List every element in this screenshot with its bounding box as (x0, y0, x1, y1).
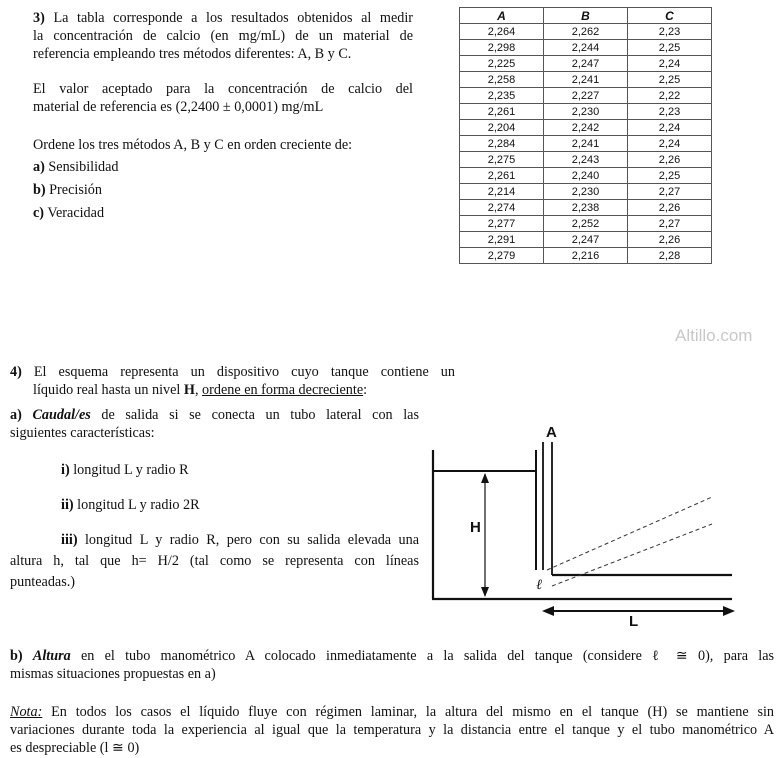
q4-a-line2: siguientes características: (10, 425, 155, 441)
table-cell: 2,277 (460, 216, 544, 232)
watermark: Altillo.com (675, 326, 753, 345)
table-cell: 2,216 (544, 248, 628, 264)
table-row (460, 200, 712, 216)
table-cell: 2,26 (628, 232, 712, 248)
l-arrow-head-right (723, 606, 735, 616)
table-cell: 2,24 (628, 120, 712, 136)
table-row (460, 184, 712, 200)
table-cell: 2,26 (628, 200, 712, 216)
table-cell: 2,24 (628, 56, 712, 72)
q4-line2: líquido real hasta un nivel H, ordene en forma decreciente: (33, 382, 368, 398)
q3-line3: referencia empleando tres métodos diferentes: A, B y C. (33, 46, 352, 62)
table-row (460, 216, 712, 232)
table-cell: 2,262 (544, 24, 628, 40)
table-cell: 2,284 (460, 136, 544, 152)
table-header-row (460, 8, 712, 24)
table-cell: 2,26 (628, 152, 712, 168)
label-h: H (470, 519, 481, 536)
table-cell: 2,247 (544, 232, 628, 248)
q3-line1: 3) La tabla corresponde a los resultados obtenidos al medir (33, 10, 414, 26)
table-cell: 2,240 (544, 168, 628, 184)
q4-item-iii-line2: altura h, tal que h= H/2 (tal como se representa con líneas (10, 553, 419, 569)
table-row (460, 248, 712, 264)
q4-b-line2: mismas situaciones propuestas en a) (10, 666, 216, 682)
q4-item-i: i) longitud L y radio R (61, 462, 189, 478)
nota-line1: Nota: En todos los casos el líquido fluye con régimen laminar, la altura del mismo en el tanque (H) se mantiene sin (10, 704, 774, 720)
q4-line1: 4) El esquema representa un dispositivo cuyo tanque contiene un (10, 364, 455, 380)
table-cell: 2,25 (628, 168, 712, 184)
label-l: L (629, 613, 639, 630)
h-arrow-head-bottom (481, 587, 489, 597)
table-cell: 2,24 (628, 136, 712, 152)
elevated-tube-line1 (547, 497, 712, 570)
table-cell: 2,258 (460, 72, 544, 88)
elevated-tube-line2 (552, 524, 712, 586)
q3-number: 3) (33, 10, 45, 26)
table-row (460, 168, 712, 184)
table-cell: 2,235 (460, 88, 544, 104)
nota-line3: es despreciable (l ≅ 0) (10, 740, 140, 756)
table-cell: 2,230 (544, 184, 628, 200)
l-arrow-head-left (542, 606, 554, 616)
h-arrow-head-top (481, 473, 489, 483)
table-cell: 2,238 (544, 200, 628, 216)
table-cell: 2,247 (544, 56, 628, 72)
table-cell: 2,27 (628, 184, 712, 200)
q3-order-intro: Ordene los tres métodos A, B y C en orden creciente de: (33, 137, 353, 153)
q4-b-line1: b) Altura en el tubo manométrico A colocado inmediatamente a la salida del tanque (considere ℓ ≅ 0), para las (10, 648, 775, 664)
table-row (460, 104, 712, 120)
table-cell: 2,274 (460, 200, 544, 216)
table-cell: 2,252 (544, 216, 628, 232)
table-cell: 2,244 (544, 40, 628, 56)
table-cell: 2,27 (628, 216, 712, 232)
q3-option-c: c) Veracidad (33, 205, 105, 221)
label-a: A (546, 424, 557, 441)
q3-accepted-line2: material de referencia es (2,2400 ± 0,0001) mg/mL (33, 99, 324, 115)
table-row (460, 152, 712, 168)
table-cell: 2,214 (460, 184, 544, 200)
table-cell: 2,243 (544, 152, 628, 168)
table-cell: 2,28 (628, 248, 712, 264)
table-cell: 2,25 (628, 40, 712, 56)
table-header-b: B (544, 8, 628, 24)
table-cell: 2,241 (544, 72, 628, 88)
q3-accepted-line1: El valor aceptado para la concentración de calcio del (33, 81, 413, 97)
table-cell: 2,298 (460, 40, 544, 56)
nota-line2: variaciones durante toda la experiencia al igual que la temperatura y la distancia entre el tanque y el tubo manométrico A (10, 722, 774, 738)
table-cell: 2,241 (544, 136, 628, 152)
table-cell: 2,22 (628, 88, 712, 104)
table-cell: 2,242 (544, 120, 628, 136)
table-cell: 2,275 (460, 152, 544, 168)
table-cell: 2,230 (544, 104, 628, 120)
table-header-a: A (460, 8, 544, 24)
table-cell: 2,225 (460, 56, 544, 72)
q3-line2: la concentración de calcio (en mg/mL) de un material de (33, 28, 413, 44)
table-cell: 2,227 (544, 88, 628, 104)
q4-item-iii-line1: iii) longitud L y radio R, pero con su salida elevada una (61, 532, 419, 548)
table-cell: 2,204 (460, 120, 544, 136)
table-row (460, 56, 712, 72)
table-cell: 2,25 (628, 72, 712, 88)
q4-a-line1: a) Caudal/es de salida si se conecta un tubo lateral con las (10, 407, 419, 423)
q4-item-ii: ii) longitud L y radio 2R (61, 497, 200, 513)
table-row (460, 136, 712, 152)
table-row (460, 120, 712, 136)
table-cell: 2,23 (628, 24, 712, 40)
table-row (460, 232, 712, 248)
label-l-small: ℓ (536, 577, 542, 593)
table-cell: 2,261 (460, 104, 544, 120)
table-cell: 2,264 (460, 24, 544, 40)
table-row (460, 24, 712, 40)
table-cell: 2,291 (460, 232, 544, 248)
table-header-c: C (628, 8, 712, 24)
q3-option-a: a) Sensibilidad (33, 159, 119, 175)
q4-item-iii-line3: punteadas.) (10, 574, 76, 590)
table-row (460, 72, 712, 88)
table-row (460, 88, 712, 104)
table-cell: 2,23 (628, 104, 712, 120)
results-table (459, 7, 712, 264)
table-cell: 2,279 (460, 248, 544, 264)
q3-option-b: b) Precisión (33, 182, 102, 198)
table-cell: 2,261 (460, 168, 544, 184)
table-row (460, 40, 712, 56)
